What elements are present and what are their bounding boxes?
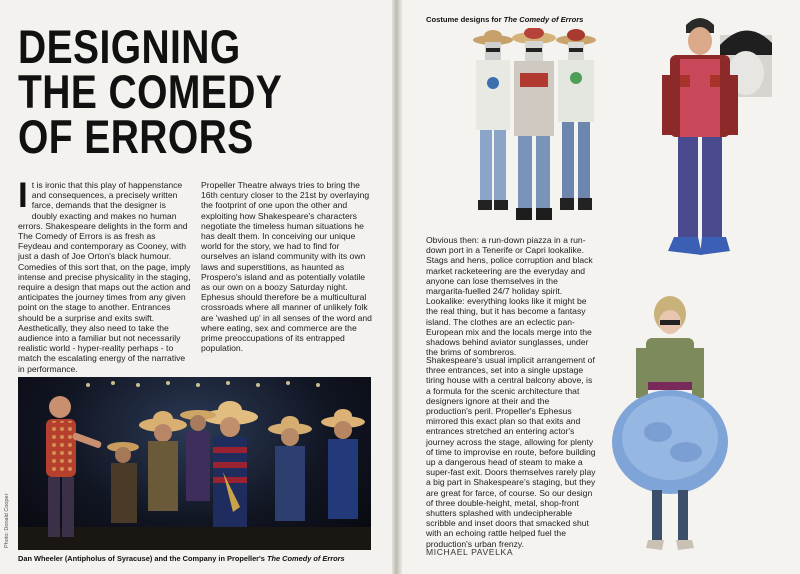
body-column-2 <box>201 180 374 353</box>
photo-caption <box>18 554 378 563</box>
author-byline: MICHAEL PAVELKA <box>426 547 514 557</box>
production-photo <box>18 377 371 550</box>
lead-actor-figure <box>46 396 102 537</box>
drop-cap: I <box>18 176 28 215</box>
caption-title: The Comedy of Errors <box>266 554 345 563</box>
photo-credit: Photo: Donald Cooper <box>4 493 10 548</box>
headline-line-2: THE COMEDY <box>18 65 283 118</box>
column-2-text: Propeller Theatre always tries to bring the 16th century closer to the 21st by overlaying the footprint of one upon the other and exploiting how Shakespeare's characters negotiate the timeless human situations he has dealt them. In conceiving our unique world for the story, we had to find for ourselves an island community with its own laws and superstitions, as haunted as Prospero's island and as potentially volatile as our own on a boozy Saturday night. Ephesus should therefore be a multicultural crossroads where all manner of unlikely folk are 'washed up' in all senses of the word and where eating, sex and commerce are the prime preoccupations of its entrapped population. <box>201 180 372 354</box>
right-paragraph-1: Obvious then: a run-down piazza in a run-down port in a Tenerife or Capri lookalike. Stags and hens, police corruption and black market racketeering are the everyday and anyone can lose themselves in the margarita-fuelled 24/7 holiday spirit. Lookalike: everything looks like it might be the real thing, but it has become a fantasy island. The clothes are an eclectic pan-European mix and the locals merge into the shadows behind aviator sunglasses, under the brims of sombreros. <box>426 235 593 358</box>
stage-scene-illustration <box>18 377 371 550</box>
headline-line-3: OF ERRORS <box>18 110 254 163</box>
right-paragraph-2: Shakespeare's usual implicit arrangement of three entrances, set into a single upstage tiring house with a central balcony above, is a formula for the scenic architecture that designers ignore at their and the production's peril. Propeller's Ephesus mirrored this exact plan so that exits and entrances stretched an entering actor's journey across the stage, allowing for plenty of time to improvise en route, before building up a dangerous head of steam to make a super-fast exit. Doors themselves rarely play a big part in Shakespeare's staging, but they are great for farce, of course. So our design of three double-height, metal, shop-front shutters splashed with undecipherable scribble and inset doors that smacked shut with an echoing rattle helped fuel the production's urban frenzy. <box>426 355 596 549</box>
headline-line-1: DESIGNING <box>18 20 241 73</box>
costume-design-woman-tutu <box>610 292 730 554</box>
chorus-figures <box>107 401 365 527</box>
body-column-1 <box>18 176 191 374</box>
page-gutter <box>392 0 402 574</box>
costume-design-man-quiff <box>648 15 778 285</box>
column-1-text: t is ironic that this play of happenstance and consequences, a precisely written farce, demands that the designer is doubly exacting and makes no human errors. Shakespeare delights in the form and The Comedy of Errors is as fresh as Feydeau and contemporary as Cooney, with just a dash of Joe Orton's black humour. Comedies of this sort that, on the page, imply intense and precise physicality in the staging, require a design that maps out the action and anticipates the journey times from any given point on the stage to another. Entrances should be a surprise and exits swift. Aesthetically, they also need to take the audience into a familiar but not necessarily realistic world - hyper-reality perhaps - to match the escalating energy of the narrative in performance. <box>18 180 191 374</box>
costume-designs-header <box>426 15 583 24</box>
article-headline <box>18 20 300 163</box>
caption-text: Dan Wheeler (Antipholus of Syracuse) and the Company in Propeller's <box>18 554 267 563</box>
header-prefix: Costume designs for <box>426 15 504 24</box>
costume-design-group-trio <box>468 28 603 228</box>
header-title: The Comedy of Errors <box>503 15 584 24</box>
